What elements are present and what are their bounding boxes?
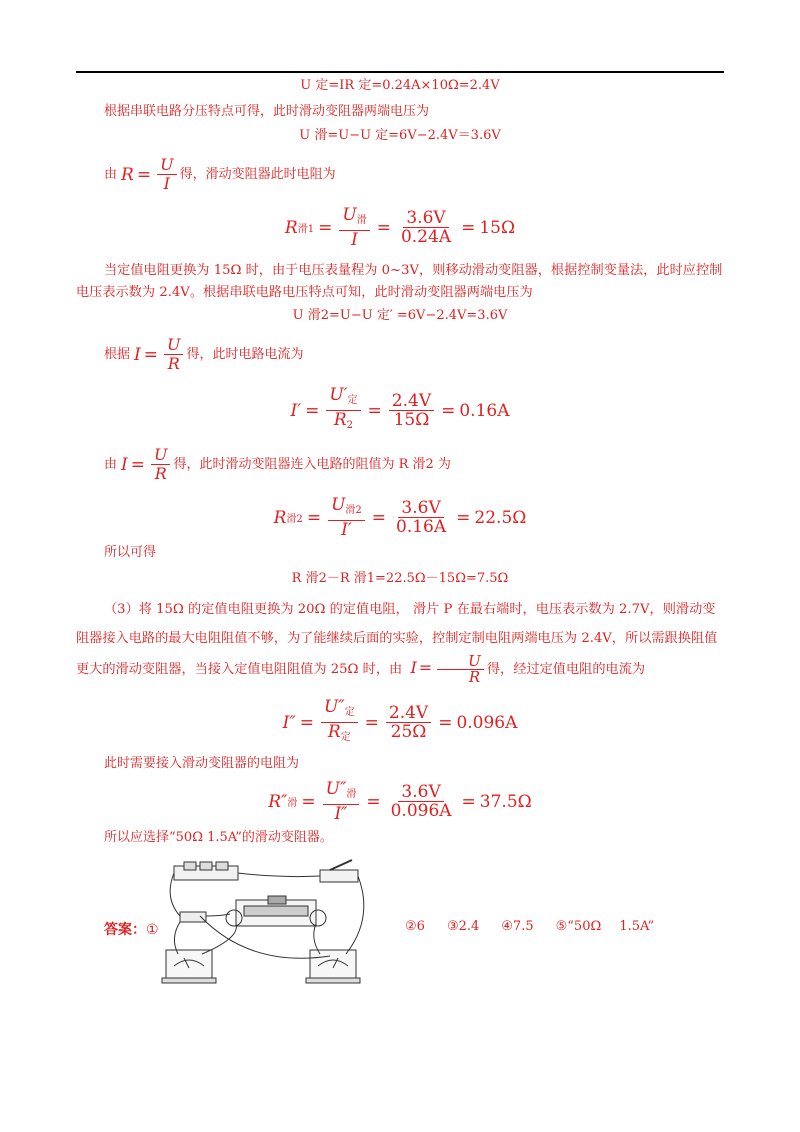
- paragraph-part-3: （3）将 15Ω 的定值电阻更换为 20Ω 的定值电阻， 滑片 P 在最右端时，电压表示数为 2.7V，则滑动变阻器接入电路的最大电阻阻值不够，为了能继续后面的实验，控制定制电阻两端电压为 2.4V，所以需跟换阻值更大的滑动变阻器，当接入定值电阻阻值为 25Ω 时，由 I = $\frac{U}{R}$ 得，经过定值电阻的电流为: [76, 602, 718, 686]
- line-u-slide-2: U 滑2=U−U 定′ =6V−2.4V=3.6V: [292, 308, 508, 323]
- line-u-fixed: U 定=IR 定=0.24A×10Ω=2.4V: [300, 78, 500, 93]
- line-conclusion: 所以应选择“50Ω 1.5A”的滑动变阻器。: [104, 830, 333, 845]
- fraction-u-over-i: $\frac{U}{I}$: [157, 156, 176, 193]
- line-ohms-law-2: 根据 I = $\frac{U}{R}$ 得，此时电路电流为: [104, 335, 304, 373]
- line-ohms-law-1: 由 R = $\frac{U}{I}$ 得，滑动变阻器此时电阻为: [104, 155, 336, 193]
- header-rule: [76, 71, 724, 73]
- answer-values: ②6 ③2.4 ④7.5 ⑤“50Ω 1.5A”: [405, 919, 655, 934]
- circuit-diagram-image: [160, 858, 375, 988]
- formula-r-slide-1: R 滑1 = $\frac{U_滑}{I}$ = $\frac{3.6V}{0.24A}$ = 15Ω: [284, 205, 516, 250]
- formula-r-slide-double-prime: R″ 滑 = $\frac{U''_滑}{I''}$ = $\frac{3.6V}{0.096A}$ = 37.5Ω: [268, 779, 532, 824]
- line-u-slide: U 滑=U−U 定=6V−2.4V＝3.6V: [299, 128, 501, 143]
- paragraph-15-ohm: 当定值电阻更换为 15Ω 时，由于电压表量程为 0~3V，则移动滑动变阻器，根据控制变量法，此时应控制电压表示数为 2.4V。根据串联电路电压特点可知，此时滑动变阻器两端电压为: [76, 263, 723, 300]
- formula-r-slide-2: R 滑2 = $\frac{U_{滑2}}{I'}$ = $\frac{3.6V}{0.16A}$ = 22.5Ω: [273, 495, 527, 540]
- line-therefore: 所以可得: [104, 545, 157, 560]
- line-r-difference: R 滑2－R 滑1=22.5Ω－15Ω=7.5Ω: [291, 571, 509, 586]
- formula-i-double-prime: I″ = $\frac{U''_定}{R_定}$ = $\frac{2.4V}{25\Omega}$ = 0.096A: [282, 697, 518, 743]
- formula-i-prime: I′ = $\frac{U'_定}{R_2}$ = $\frac{2.4V}{15\Omega}$ = 0.16A: [290, 385, 510, 431]
- line-need-resistance: 此时需要接入滑动变阻器的电阻为: [104, 756, 300, 771]
- line-series-divider: 根据串联电路分压特点可得，此时滑动变阻器两端电压为: [104, 104, 430, 119]
- answer-label: 答案：①: [104, 922, 159, 938]
- line-ohms-law-3: 由 I = $\frac{U}{R}$ 得，此时滑动变阻器连入电路的阻值为 R 滑2 为: [104, 445, 451, 483]
